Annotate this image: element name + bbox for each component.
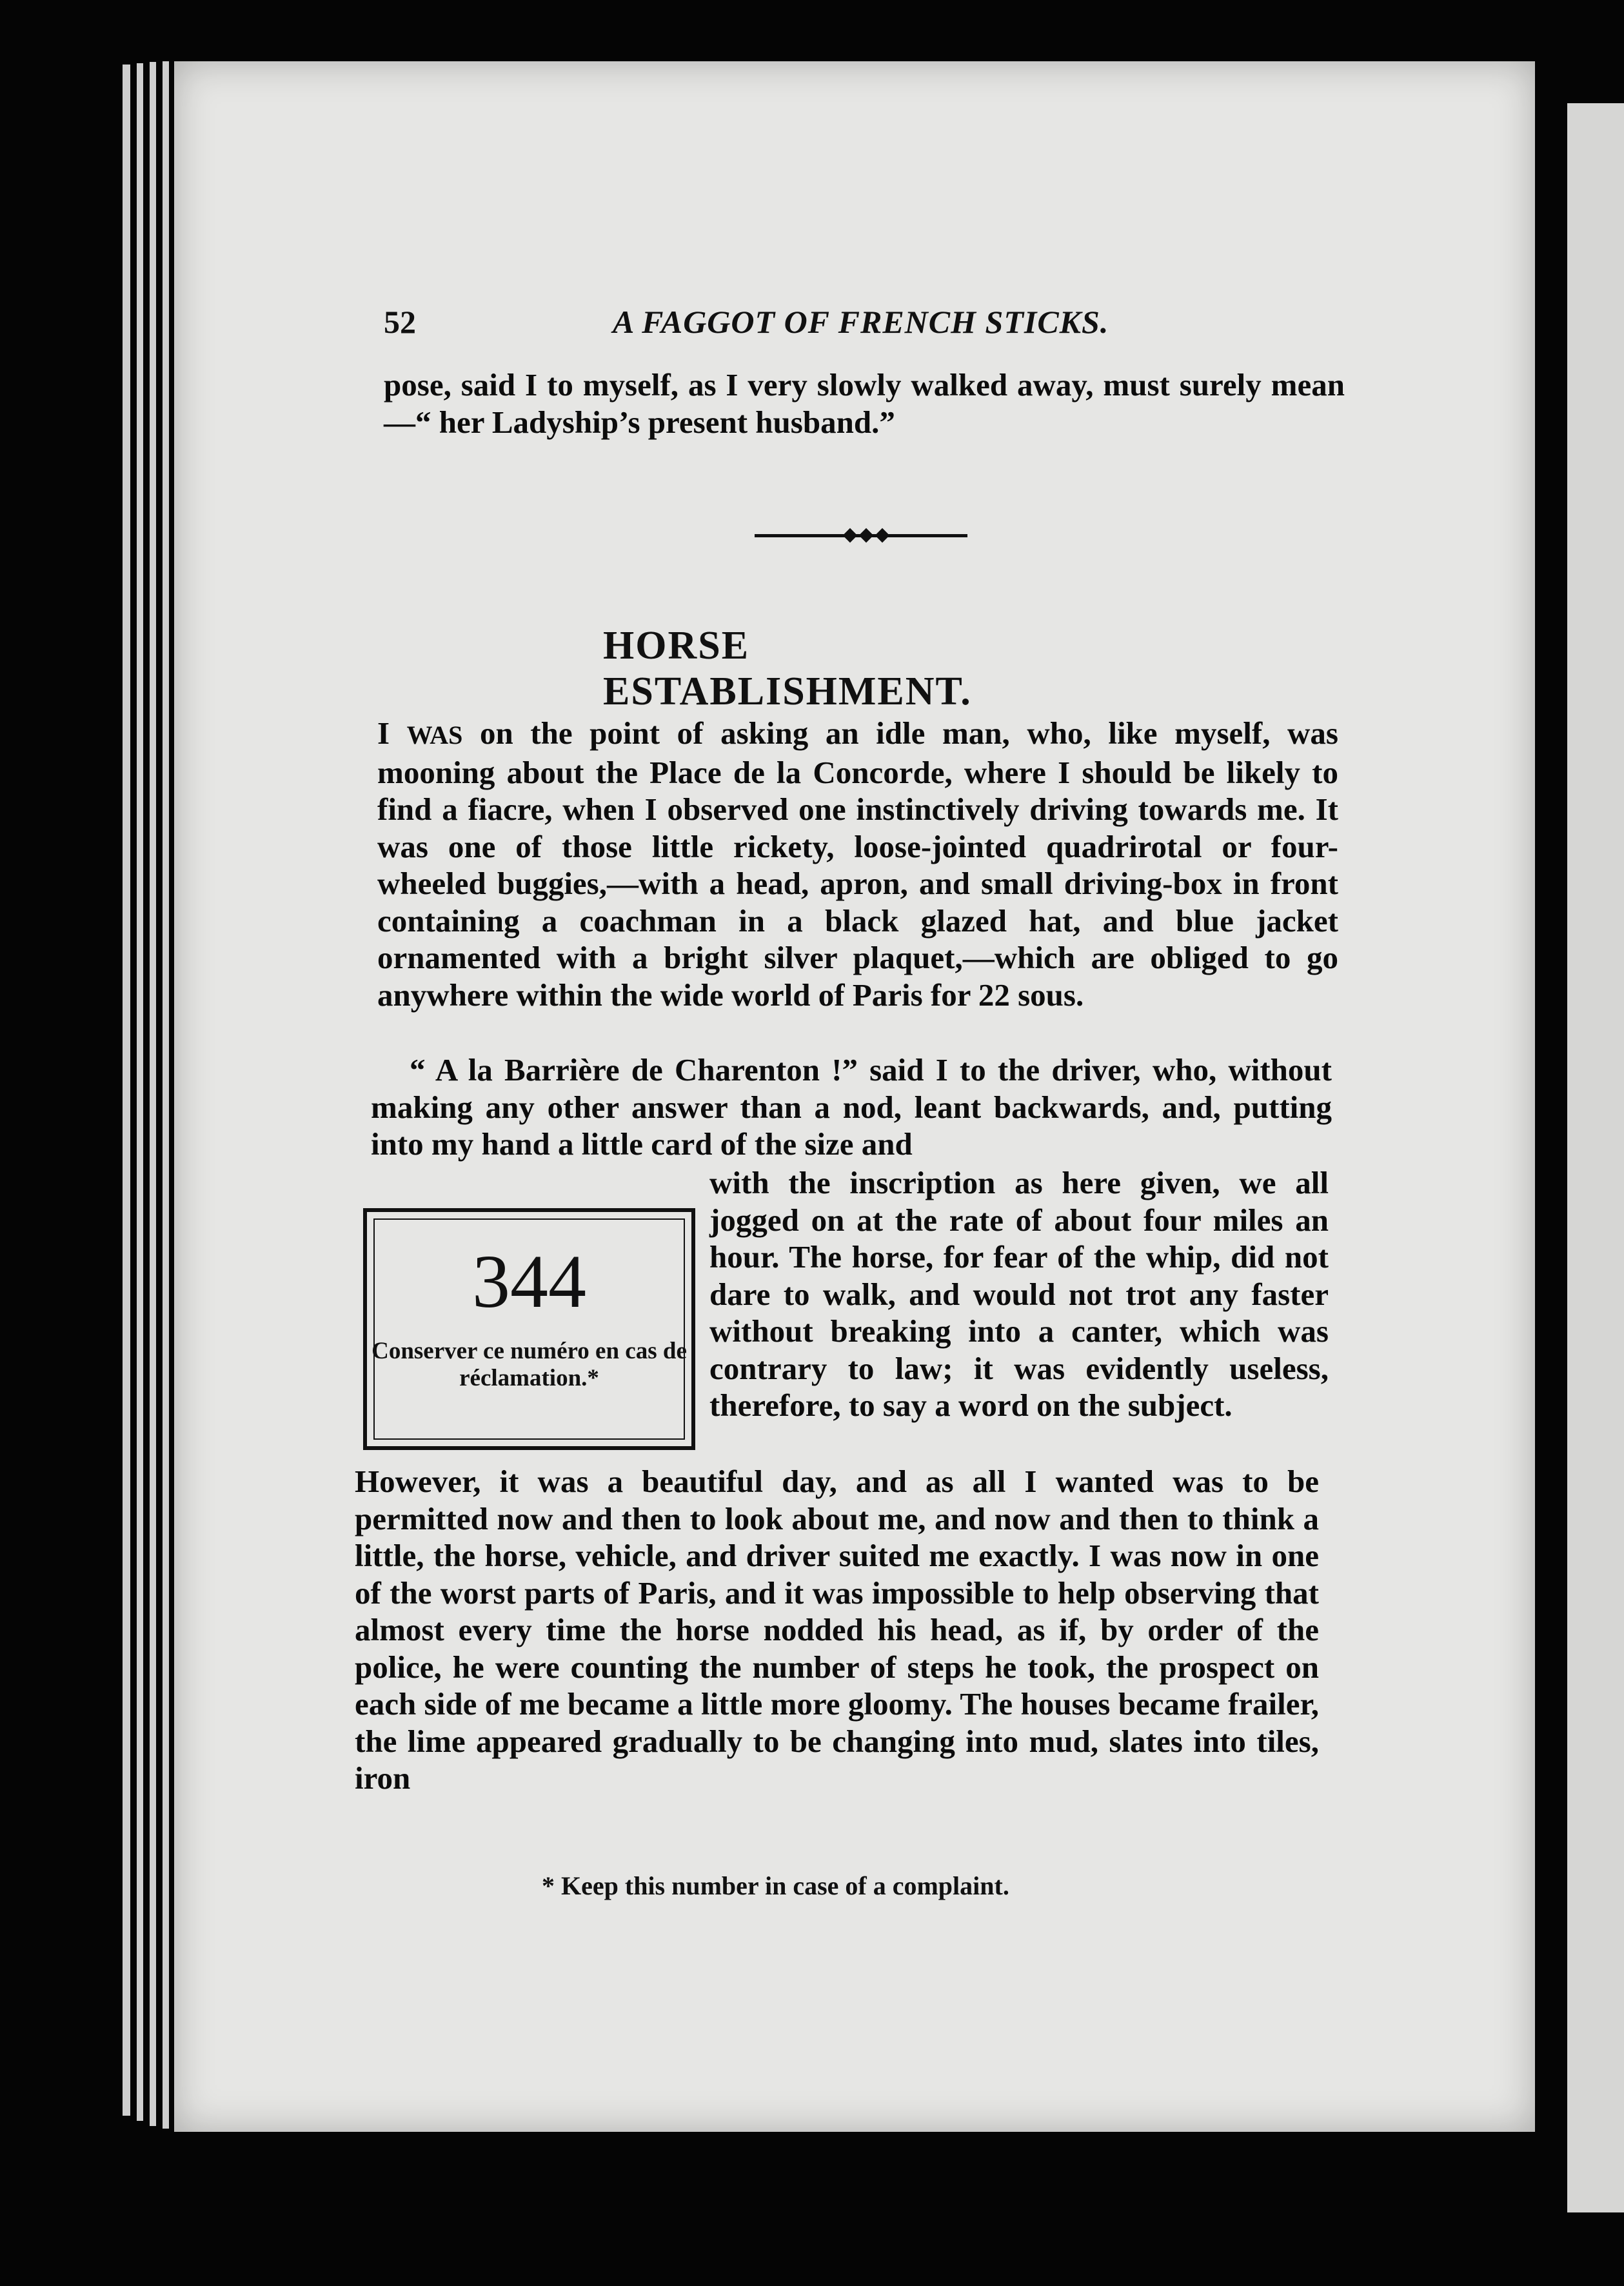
paragraph: [377, 715, 1338, 1013]
section-heading: HORSE ESTABLISHMENT.: [603, 624, 972, 713]
paragraph: “ A la Barrière de Charenton !” said I to the driver, who, without making any other answer than a nod, leant backwards, and, putting into my hand a little card of the size and: [371, 1052, 1332, 1162]
running-head: [384, 303, 1119, 348]
book-title: A FAGGOT OF FRENCH STICKS.: [613, 304, 1109, 340]
lead-letter: I: [377, 715, 407, 751]
page-edge: [150, 62, 156, 2126]
card-caption: Conserver ce numéro en cas de réclamation.*: [371, 1338, 687, 1391]
paragraph: However, it was a beautiful day, and as all I wanted was to be permitted now and then to look about me, and now and then to think a little, the horse, vehicle, and driver suited me exactly. I was now in one of the worst parts of Paris, and it was impossible to help observing that almost every time the horse nodded his head, as if, by order of the police, he were counting the number of steps he took, the prospect on each side of me became a little more gloomy. The houses became frailer, the lime appeared gradually to be changing into mud, slates into tiles, iron: [355, 1464, 1319, 1796]
wrapped-paragraph: with the inscription as here given, we all jogged on at the rate of about four miles an hour. The horse, for fear of the whip, did not dare to walk, and would not trot any faster without breaking into a canter, which was contrary to law; it was evidently useless, therefore, to say a word on the subject.: [709, 1165, 1329, 1423]
intro-paragraph: pose, said I to myself, as I very slowly walked away, must surely mean—“ her Ladyship’s present husband.”: [384, 367, 1345, 440]
card-number: 344: [472, 1239, 586, 1324]
page-edge: [137, 63, 143, 2121]
paragraph-body: on the point of asking an idle man, who, like myself, was mooning about the Place de la Concorde, where I should be likely to find a fiacre, when I observed one instinctively driving towards me. It was one of those little rickety, loose-jointed quadrirotal or four-wheeled buggies,—with a head, apron, and small driving-box in front containing a coachman in a black glazed hat, and blue jacket ornamented with a bright silver plaquet,—which are obliged to go anywhere within the wide world of Paris for 22 sous.: [377, 715, 1338, 1013]
page-number: 52: [384, 304, 416, 340]
footnote: * Keep this number in case of a complaint.: [542, 1871, 1009, 1900]
page-edge: [163, 61, 169, 2129]
facing-page-edge: [1567, 103, 1624, 2212]
fiacre-card: [363, 1208, 695, 1450]
small-caps-word: WAS: [406, 721, 463, 750]
page-edge: [123, 65, 130, 2116]
